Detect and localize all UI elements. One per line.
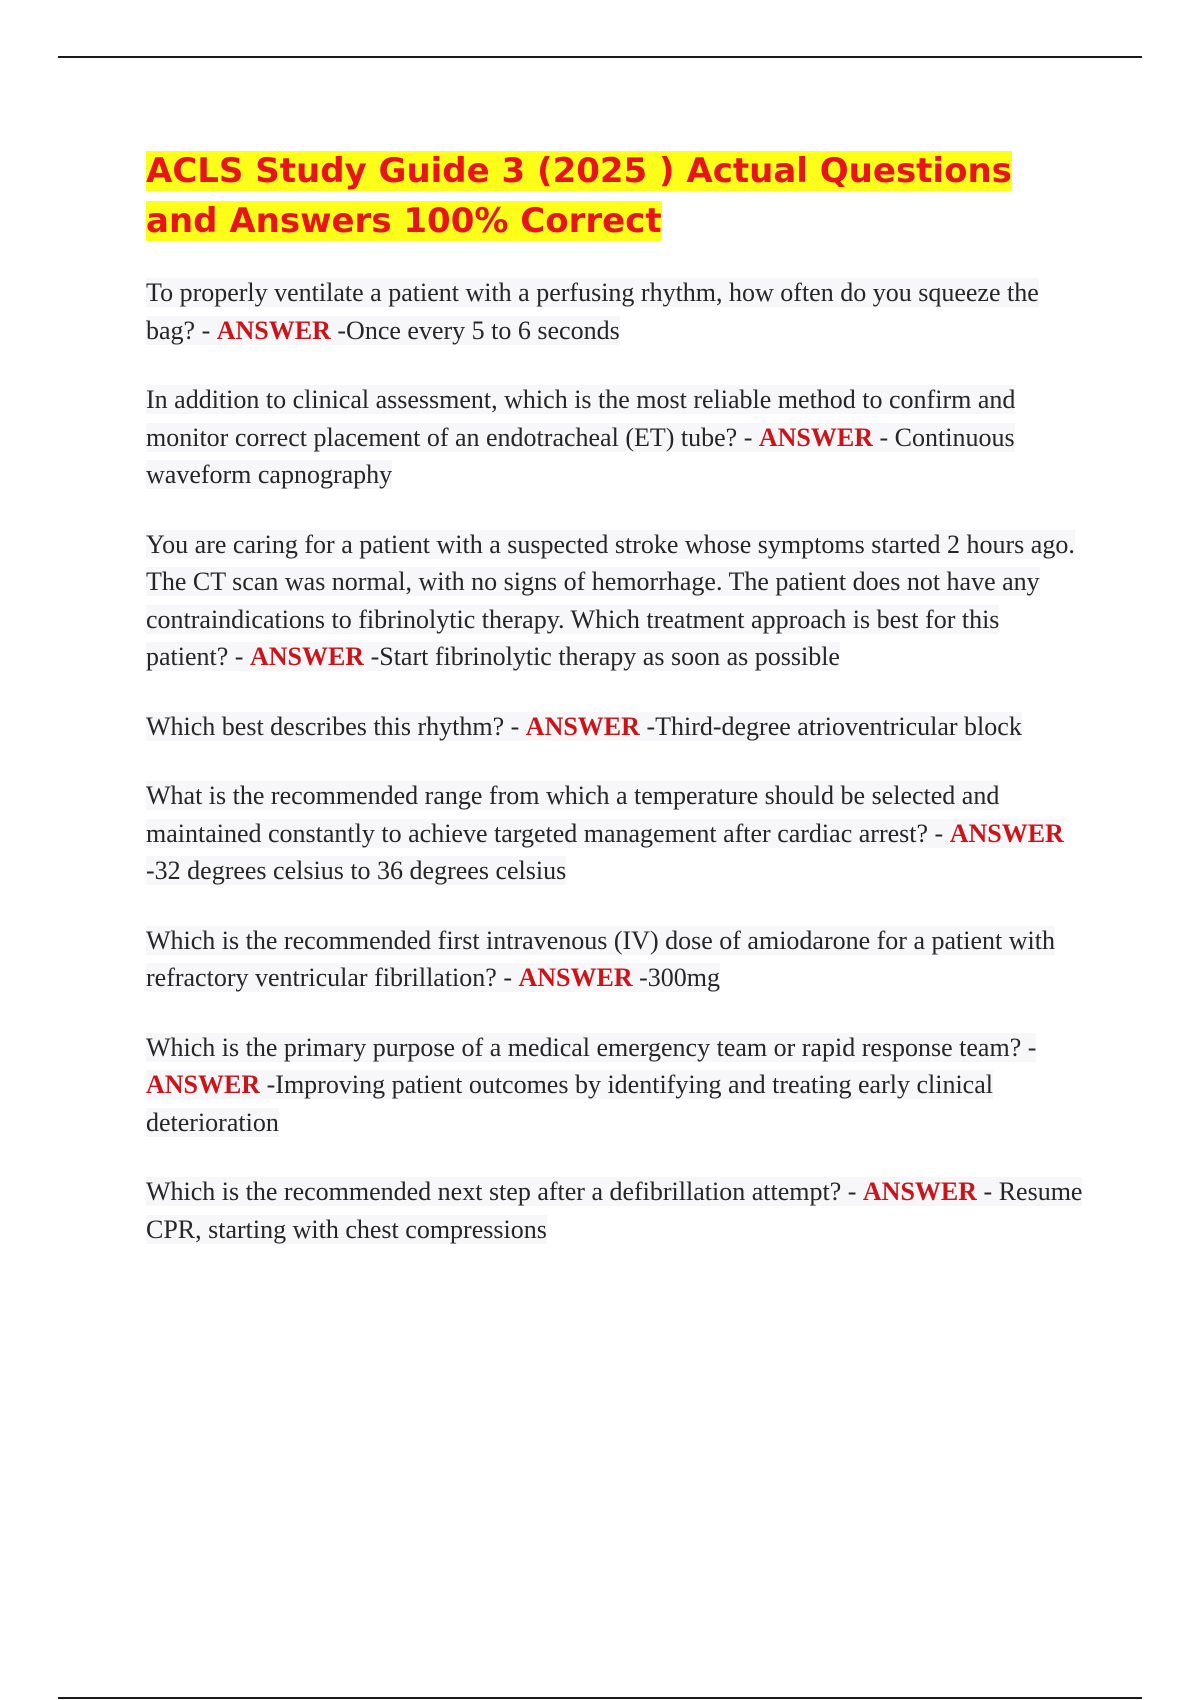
document-body [146, 146, 1086, 1280]
answer-text: - Continuous waveform capnography [146, 422, 1015, 489]
qa-item [146, 922, 1086, 997]
question-text: What is the recommended range from which a temperature should be selected and maintained constantly to achieve targeted management after cardiac arrest? - [146, 781, 1000, 848]
answer-label: ANSWER [758, 422, 874, 452]
answer-label: ANSWER [525, 711, 640, 741]
question-text: In addition to clinical assessment, which is the most reliable method to confirm and monitor correct placement of an endotracheal (ET) tube? - [146, 385, 1016, 452]
answer-text: -Third-degree atrioventricular block [639, 711, 1022, 741]
document-title [146, 146, 1086, 246]
answer-label: ANSWER [518, 963, 633, 992]
top-rule [58, 56, 1142, 58]
answer-label: ANSWER [146, 1070, 261, 1099]
answer-text: -Start fibrinolytic therapy as soon as possible [364, 642, 840, 671]
answer-text: -Improving patient outcomes by identifying and treating early clinical deterioration [146, 1070, 993, 1137]
question-text: To properly ventilate a patient with a perfusing rhythm, how often do you squeeze the bag? - [146, 278, 1039, 345]
qa-item [146, 708, 1086, 746]
answer-text: - Resume CPR, starting with chest compressions [146, 1177, 1083, 1244]
qa-item [146, 274, 1086, 349]
question-text: Which is the recommended first intravenous (IV) dose of amiodarone for a patient with refractory ventricular fibrillation? - [146, 925, 1055, 992]
qa-item [146, 526, 1086, 676]
answer-label: ANSWER [949, 818, 1064, 848]
question-text: Which is the primary purpose of a medical emergency team or rapid response team? - [146, 1032, 1037, 1062]
qa-item [146, 381, 1086, 494]
question-text: Which is the recommended next step after a defibrillation attempt? - [146, 1177, 863, 1206]
answer-label: ANSWER [216, 315, 331, 345]
qa-item [146, 1029, 1086, 1142]
answer-text: -32 degrees celsius to 36 degrees celsius [146, 856, 567, 885]
answer-label: ANSWER [862, 1177, 978, 1206]
qa-item [146, 1173, 1086, 1248]
answer-text: -300mg [632, 963, 721, 992]
answer-label: ANSWER [249, 642, 365, 671]
document-title-text: ACLS Study Guide 3 (2025 ) Actual Questions and Answers 100% Correct [146, 151, 1012, 241]
bottom-rule [58, 1697, 1142, 1699]
qa-item [146, 777, 1086, 890]
question-text: You are caring for a patient with a suspected stroke whose symptoms started 2 hours ago. The CT scan was normal, with no signs of hemorrhage. The patient does not have any contraindications to fibrinolytic therapy. Which treatment approach is best for this patient? - [146, 529, 1075, 671]
question-text: Which best describes this rhythm? - [146, 711, 526, 741]
answer-text: -Once every 5 to 6 seconds [330, 315, 620, 345]
